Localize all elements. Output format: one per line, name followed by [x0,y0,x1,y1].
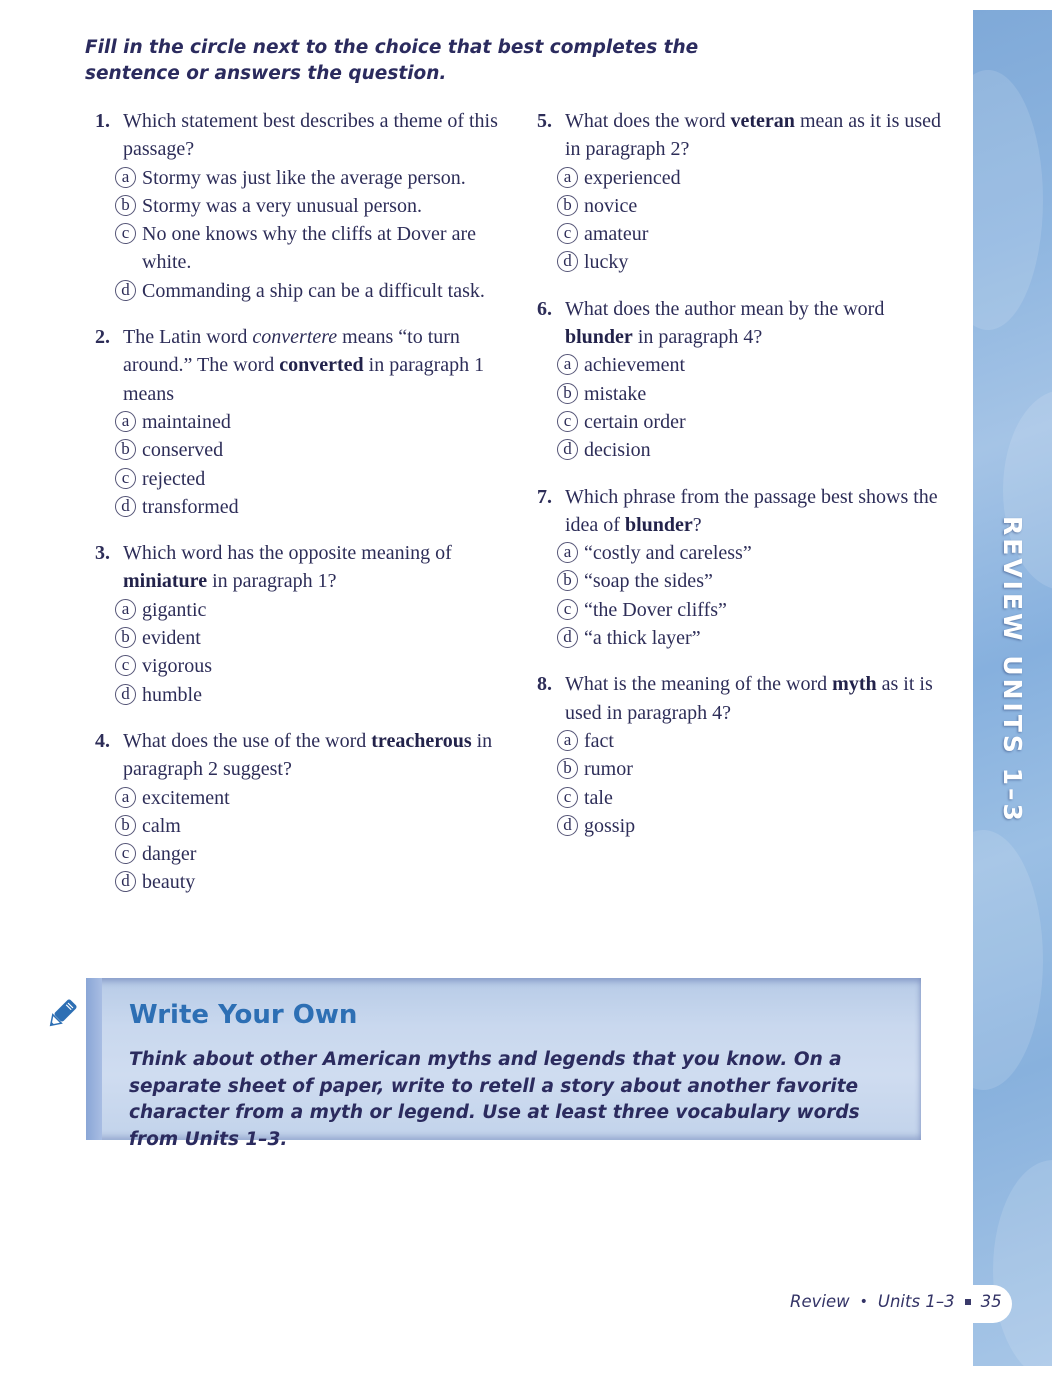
question-number: 3. [95,542,110,565]
question-4 [95,727,515,897]
square-bullet-icon [965,1299,971,1305]
answer-bubble[interactable]: b [115,439,136,460]
question-text [565,670,957,727]
answer-bubble[interactable]: d [557,251,578,272]
answer-choice-text: excitement [142,786,230,809]
answer-choice-c[interactable] [115,840,515,868]
question-text [123,107,515,164]
answer-choice-b[interactable] [557,755,957,783]
write-your-own-title: Write Your Own [129,1000,358,1030]
question-text-segment: in paragraph 2 suggest? [123,729,493,781]
answer-choice-d[interactable] [115,868,515,896]
side-tab-text: REVIEW UNITS 1–3 [998,516,1027,824]
answer-choice-text: rejected [142,467,206,490]
answer-choice-text: Stormy was just like the average person. [142,166,466,189]
answer-bubble[interactable]: a [557,730,578,751]
question-7 [537,483,957,653]
answer-choice-text: lucky [584,251,629,274]
question-stem [537,107,957,164]
answer-choice-text: transformed [142,495,239,518]
answer-bubble[interactable]: c [557,599,578,620]
answer-bubble[interactable]: d [115,496,136,517]
question-text-segment: What does the use of the word [123,729,372,752]
question-number: 8. [537,673,552,696]
answer-choice-text: gigantic [142,598,207,621]
page-footer [790,1292,1002,1311]
question-8 [537,670,957,840]
answer-choice-text: tale [584,786,613,809]
answer-choice-b[interactable] [115,624,515,652]
answer-choice-a[interactable] [557,351,957,379]
answer-choice-b[interactable] [557,192,957,220]
answer-choice-text: danger [142,843,197,866]
question-stem [95,323,515,408]
question-text [123,323,515,408]
answer-bubble[interactable]: d [115,280,136,301]
question-stem [537,670,957,727]
answer-bubble[interactable]: c [557,787,578,808]
question-text [123,727,515,784]
answer-bubble[interactable]: c [115,655,136,676]
question-text [123,539,515,596]
questions-column-right [537,107,957,858]
answer-choice-text: experienced [584,166,681,189]
answer-choice-text: conserved [142,439,224,462]
answer-bubble[interactable]: c [557,411,578,432]
answer-choice-c[interactable] [557,220,957,248]
question-stem [95,107,515,164]
answer-choice-text: gossip [584,814,636,837]
answer-bubble[interactable]: a [115,599,136,620]
answer-choice-c[interactable] [115,220,515,277]
answer-choice-b[interactable] [557,567,957,595]
question-text [565,107,957,164]
vocabulary-word: blunder [624,513,693,536]
answer-choice-b[interactable] [115,812,515,840]
question-number: 4. [95,729,110,752]
answer-bubble[interactable]: d [557,627,578,648]
question-text-segment: Which statement best describes a theme of this passage? [123,110,498,161]
question-text-segment: What is the meaning of the word [565,673,833,696]
answer-choice-text: amateur [584,223,649,246]
question-text-segment: What does the word [565,110,731,132]
question-text-segment: means “to turn around.” The word [123,326,460,377]
answer-bubble[interactable]: a [557,354,578,375]
question-text-segment: Which phrase from the passage best shows the idea of [565,485,938,536]
page-number: 35 [980,1292,1002,1311]
answer-choice-c[interactable] [115,465,515,493]
question-stem [95,727,515,784]
answer-choice-c[interactable] [557,408,957,436]
question-3 [95,539,515,709]
answer-choice-text: decision [584,439,651,462]
question-6 [537,295,957,465]
vocabulary-word: blunder [565,326,633,349]
answer-choice-text: certain order [584,410,686,433]
answer-choice-d[interactable] [557,624,957,652]
answer-bubble[interactable]: b [557,383,578,404]
answer-bubble[interactable]: c [115,843,136,864]
answer-choice-text: rumor [584,758,633,781]
question-text-segment: convertere [252,326,338,349]
vocabulary-word: converted [279,354,364,377]
answer-bubble[interactable]: c [557,223,578,244]
answer-choice-a[interactable] [115,596,515,624]
answer-choice-text: “a thick layer” [584,627,701,650]
answer-bubble[interactable]: d [557,815,578,836]
answer-choice-a[interactable] [557,539,957,567]
question-text-segment: What does the author mean by the word [565,297,885,320]
answer-bubble[interactable]: b [115,627,136,648]
question-text-segment: The Latin word [123,326,253,349]
answer-bubble[interactable]: b [557,570,578,591]
answer-choice-text: maintained [142,410,231,433]
answer-bubble[interactable]: a [557,542,578,563]
question-number: 2. [95,326,110,349]
answer-bubble[interactable]: b [115,815,136,836]
answer-bubble[interactable]: d [115,684,136,705]
question-number: 7. [537,485,552,508]
question-text-segment: ? [692,513,702,536]
question-number: 1. [95,110,110,132]
pencil-icon [44,996,80,1032]
footer-separator: • [859,1293,868,1310]
answer-choice-text: mistake [584,382,647,405]
vocabulary-word: miniature [123,570,208,593]
question-text-segment: Which word has the opposite meaning of [123,542,452,565]
answer-bubble[interactable]: b [557,195,578,216]
question-stem [537,483,957,540]
answer-choice-d[interactable] [115,681,515,709]
answer-bubble[interactable]: b [115,195,136,216]
answer-choice-text: novice [584,194,638,217]
answer-bubble[interactable]: c [115,468,136,489]
answer-choice-a[interactable] [115,784,515,812]
question-text-segment: as it is used in paragraph 4? [565,673,933,724]
answer-choice-text: achievement [584,354,686,377]
answer-choice-b[interactable] [557,380,957,408]
answer-bubble[interactable]: b [557,758,578,779]
question-text-segment: in paragraph 1 means [123,354,485,405]
answer-choice-a[interactable] [115,164,515,192]
answer-bubble[interactable]: a [115,787,136,808]
answer-choice-b[interactable] [115,436,515,464]
answer-choice-text: No one knows why the cliffs at Dover are white. [142,223,476,274]
question-5 [537,107,957,277]
answer-choice-d[interactable] [115,493,515,521]
vocabulary-word: treacherous [371,729,472,752]
answer-choice-text: vigorous [142,655,212,678]
vocabulary-word: veteran [730,110,795,132]
side-tab-label [973,510,1052,830]
answer-bubble[interactable]: a [557,167,578,188]
answer-choice-c[interactable] [557,596,957,624]
question-text-segment: in paragraph 4? [632,326,763,349]
answer-choice-text: humble [142,683,202,706]
vocabulary-word: myth [832,673,877,696]
answer-choice-c[interactable] [115,652,515,680]
question-stem [95,539,515,596]
answer-choice-text: “costly and careless” [584,542,752,565]
answer-choice-text: calm [142,814,181,837]
question-stem [537,295,957,352]
question-text-segment: mean as it is used in paragraph 2? [565,110,942,161]
answer-bubble[interactable]: a [115,411,136,432]
answer-choice-text: “soap the sides” [584,570,713,593]
answer-choice-c[interactable] [557,784,957,812]
question-number: 6. [537,297,552,320]
answer-choice-d[interactable] [557,812,957,840]
answer-choice-text: Commanding a ship can be a difficult task. [142,279,485,302]
write-your-own-prompt: Think about other American myths and legends that you know. On a separate sheet of paper, write to retell a story about another favorite character from a myth or legend. Use at least three vocabulary words from Units 1–3. [129,1049,860,1150]
answer-bubble[interactable]: a [115,167,136,188]
question-text [565,483,957,540]
answer-choice-d[interactable] [115,277,515,305]
question-text [565,295,957,352]
answer-choice-text: beauty [142,871,196,894]
question-number: 5. [537,110,552,132]
answer-choice-d[interactable] [557,248,957,276]
question-2 [95,323,515,521]
answer-choice-text: Stormy was a very unusual person. [142,194,422,217]
question-1 [95,107,515,305]
answer-choice-b[interactable] [115,192,515,220]
answer-bubble[interactable]: d [557,439,578,460]
answer-choice-text: “the Dover cliffs” [584,598,727,621]
instructions: Fill in the circle next to the choice that best completes the sentence or answers the question. [85,37,699,84]
answer-choice-a[interactable] [557,164,957,192]
answer-choice-d[interactable] [557,436,957,464]
footer-units: Units 1–3 [877,1292,955,1311]
question-text-segment: in paragraph 1? [207,570,337,593]
write-your-own-box [86,978,921,1150]
answer-choice-a[interactable] [557,727,957,755]
answer-choice-a[interactable] [115,408,515,436]
answer-bubble[interactable]: c [115,223,136,244]
answer-bubble[interactable]: d [115,871,136,892]
answer-choice-text: fact [584,729,614,752]
questions-column-left [95,107,515,915]
footer-section: Review [790,1292,850,1311]
answer-choice-text: evident [142,627,201,650]
